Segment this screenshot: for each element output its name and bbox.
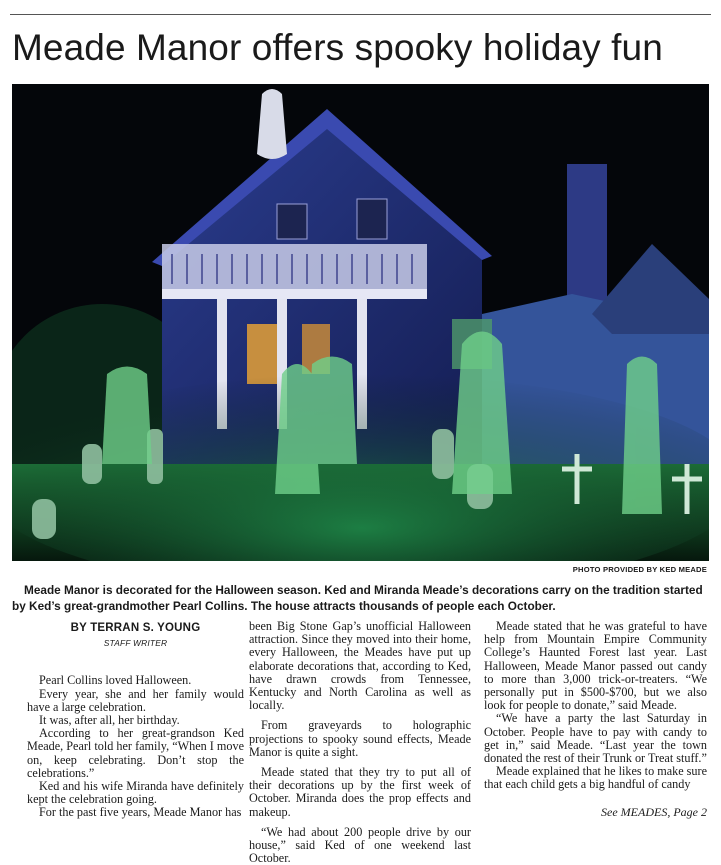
house-photo xyxy=(12,84,709,561)
byline-role: STAFF WRITER xyxy=(103,638,168,649)
paragraph: “We had about 200 people drive by our house,” said Ked of one weekend last October. xyxy=(249,824,471,865)
paragraph: Ked and his wife Miranda have definitely kept the celebration going. xyxy=(27,779,244,807)
paragraph: For the past five years, Meade Manor has xyxy=(39,805,242,820)
top-rule xyxy=(10,14,711,15)
paragraph: been Big Stone Gap’s unofficial Halloween attraction. Since they moved into their home, every Halloween, the Meades have put up elaborate decorations that, according to Ked, have drawn crowds from Tennessee, Kentucky and North Carolina as well as locally. xyxy=(249,619,471,713)
article-column-3 xyxy=(484,620,707,792)
article-column-1 xyxy=(27,620,244,820)
article-column-2 xyxy=(249,620,471,865)
headline: Meade Manor offers spooky holiday fun xyxy=(12,27,663,68)
paragraph: Meade stated that they try to put all of their decorations up by the first week of October. Miranda does the prop effects and makeup. xyxy=(249,765,471,819)
photo-caption: Meade Manor is decorated for the Halloween season. Ked and Miranda Meade’s decorations carry on the tradition started by Ked’s great-grandmother Pearl Collins. The house attracts thousands of people each October. xyxy=(12,583,703,613)
paragraph: Meade explained that he likes to make sure that each child gets a big handful of candy xyxy=(484,764,707,792)
paragraph: From graveyards to holographic projections to spooky sound effects, Meade Manor is quite a sight. xyxy=(249,718,471,759)
paragraph: According to her great-grandson Ked Meade, Pearl told her family, “When I move on, keep celebrating. Don’t stop the celebrations.” xyxy=(27,726,244,780)
photo-credit: PHOTO PROVIDED BY KED MEADE xyxy=(572,565,707,574)
paragraph: Every year, she and her family would have a large celebration. xyxy=(27,686,244,714)
jump-line: See MEADES, Page 2 xyxy=(601,805,707,819)
paragraph: Pearl Collins loved Halloween. xyxy=(39,673,192,688)
byline-author: BY TERRAN S. YOUNG xyxy=(70,622,201,634)
paragraph: It was, after all, her birthday. xyxy=(39,713,180,728)
paragraph: Meade stated that he was grateful to have help from Mountain Empire Community College’s Haunted Forest last year. Last Halloween, Meade Manor passed out candy to more than 3,000 trick-or-treaters. “We personally put in $500-$700, but we also look for people to donate,” said Meade. xyxy=(484,619,707,713)
paragraph: “We have a party the last Saturday in October. People have to pay with candy to get in,” said Meade. “Last year the town donated the rest of their Trunk or Treat stuff.” xyxy=(484,711,707,766)
halloween-house-illustration xyxy=(12,84,709,561)
